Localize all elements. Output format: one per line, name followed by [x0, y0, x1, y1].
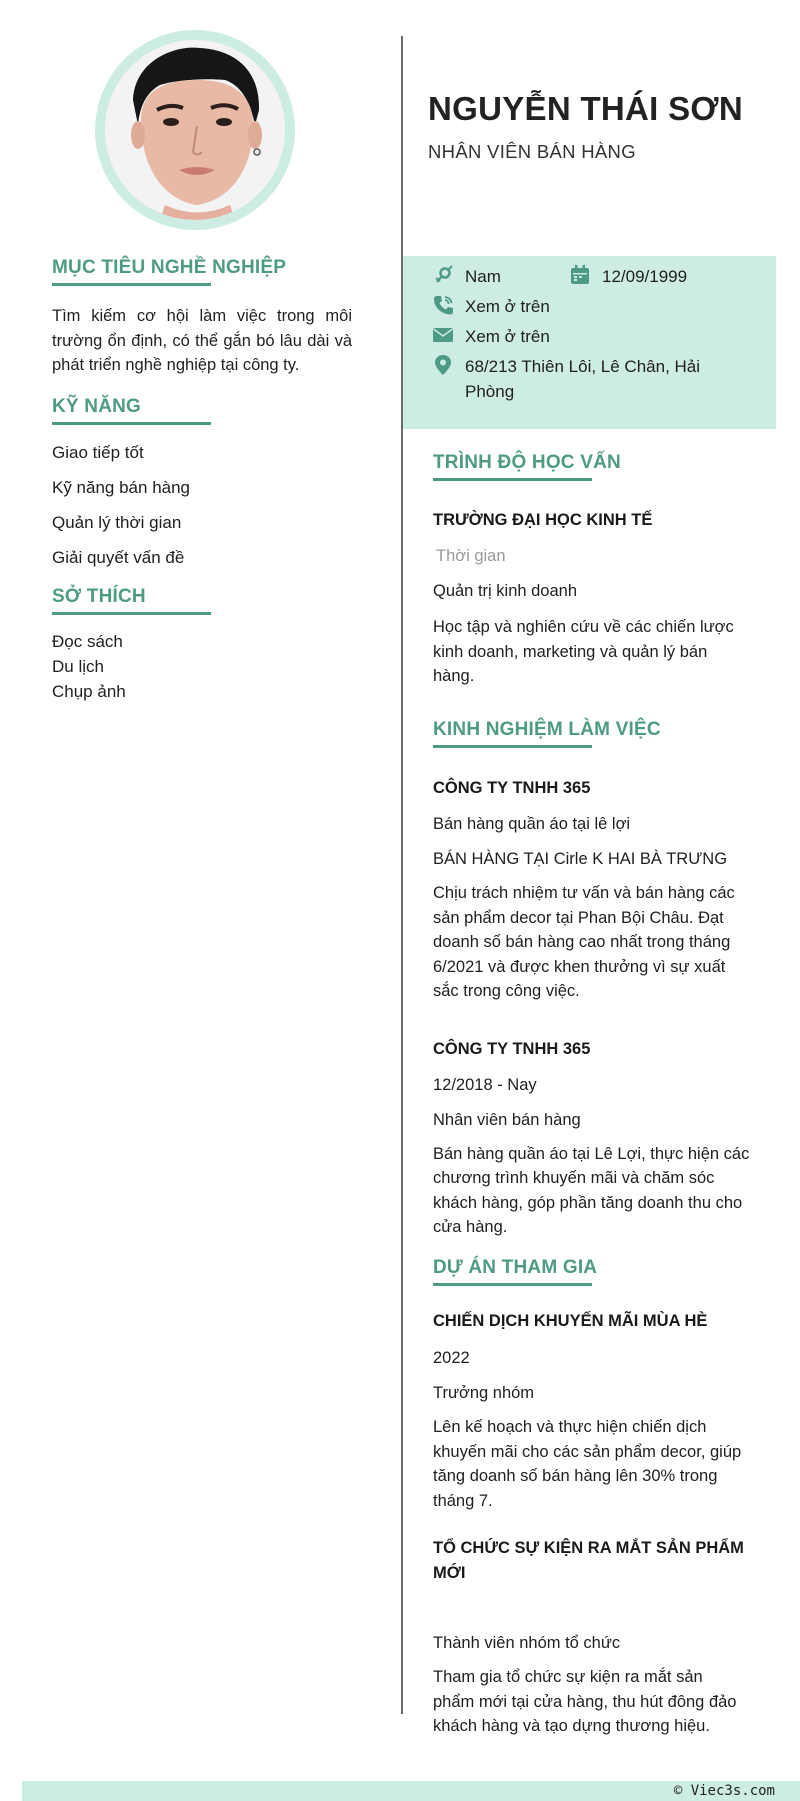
experience-line: BÁN HÀNG TẠI Cirle K HAI BÀ TRƯNG	[433, 850, 728, 868]
education-section	[433, 452, 763, 689]
calendar-icon	[570, 265, 590, 285]
skill-item: Giải quyết vấn đề	[52, 548, 185, 567]
address-line: 68/213 Thiên Lôi, Lê Chân, Hải	[465, 357, 701, 376]
project-desc-line: tăng doanh số bán hàng lên 30% trong	[433, 1467, 718, 1485]
gender-value: Nam	[465, 267, 501, 286]
objective-line: phát triển nghề nghiệp tại công ty.	[52, 356, 300, 374]
education-school: TRƯỜNG ĐẠI HỌC KINH TẾ	[433, 511, 653, 529]
project-desc-line: phẩm mới tại cửa hàng, thu hút đông đảo	[433, 1692, 737, 1711]
experience-desc-line: sản phẩm decor tại Phan Bội Châu. Đạt	[433, 908, 724, 927]
experience-line: 12/2018 - Nay	[433, 1075, 537, 1094]
hobby-item: Du lịch	[52, 657, 104, 676]
experience-line: Bán hàng quần áo tại lê lợi	[433, 815, 631, 833]
skill-item: Giao tiếp tốt	[52, 443, 144, 462]
experience-desc-line: khách hàng, góp phần tăng doanh thu cho	[433, 1193, 743, 1212]
avatar-ring	[95, 30, 295, 230]
experience-desc-line: cửa hàng.	[433, 1218, 508, 1236]
project-name: MỚI	[433, 1564, 466, 1582]
project-name: TỔ CHỨC SỰ KIỆN RA MẮT SẢN PHẨM	[433, 1539, 744, 1557]
skills-title: KỸ NĂNG	[52, 396, 352, 423]
experience-section	[433, 719, 763, 1240]
portrait-photo	[105, 40, 285, 220]
skills-section	[52, 396, 352, 583]
objective-section	[52, 257, 352, 378]
experience-desc-line: sắc trong công việc.	[433, 982, 580, 1000]
project-desc-line: khuyến mãi cho các sản phẩm decor, giúp	[433, 1442, 742, 1461]
project-desc-line: khách hàng và tạo dựng thương hiệu.	[433, 1717, 710, 1735]
objective-title: MỤC TIÊU NGHỀ NGHIỆP	[52, 257, 352, 284]
experience-desc-line: chương trình khuyến mãi và chăm sóc	[433, 1169, 715, 1187]
phone-value: Xem ở trên	[465, 297, 550, 316]
education-title: TRÌNH ĐỘ HỌC VẤN	[433, 452, 763, 479]
project-role: Thành viên nhóm tổ chức	[433, 1634, 621, 1652]
location-icon	[433, 355, 453, 375]
experience-entry	[433, 1037, 763, 1240]
email-value: Xem ở trên	[465, 327, 550, 346]
contact-box	[403, 256, 776, 429]
experience-company: CÔNG TY TNHH 365	[433, 1039, 591, 1058]
phone-icon	[433, 295, 453, 315]
experience-title: KINH NGHIỆM LÀM VIỆC	[433, 719, 763, 746]
project-desc-line: tháng 7.	[433, 1491, 493, 1510]
footer-bar	[22, 1781, 800, 1801]
education-time: Thời gian	[436, 547, 506, 565]
experience-company: CÔNG TY TNHH 365	[433, 779, 591, 797]
experience-entry	[433, 776, 763, 1004]
email-icon	[433, 325, 453, 345]
experience-line: Nhân viên bán hàng	[433, 1110, 581, 1129]
project-desc-line: Tham gia tổ chức sự kiện ra mắt sản	[433, 1668, 703, 1686]
experience-desc-line: Bán hàng quần áo tại Lê Lợi, thực hiện các	[433, 1144, 750, 1163]
candidate-name: NGUYỄN THÁI SƠN	[428, 90, 744, 127]
education-desc-line: kinh doanh, marketing và quản lý bán	[433, 642, 708, 661]
objective-line: trường ổn định, có thể gắn bó lâu dài và	[52, 331, 352, 350]
education-major: Quản trị kinh doanh	[433, 582, 578, 600]
address-line: Phòng	[465, 382, 515, 401]
project-year: 2022	[433, 1349, 470, 1367]
experience-desc-line: 6/2021 và được khen thưởng vì sự xuất	[433, 957, 726, 976]
project-name: CHIẾN DỊCH KHUYẾN MÃI MÙA HÈ	[433, 1312, 708, 1330]
projects-section	[433, 1257, 763, 1739]
project-role: Trưởng nhóm	[433, 1384, 535, 1402]
experience-desc-line: Chịu trách nhiệm tư vấn và bán hàng các	[433, 884, 735, 902]
project-entry	[433, 1309, 763, 1513]
education-desc-line: Học tập và nghiên cứu về các chiến lược	[433, 618, 734, 636]
candidate-job-title: NHÂN VIÊN BÁN HÀNG	[428, 141, 636, 162]
avatar	[105, 40, 285, 220]
gender-icon	[433, 265, 453, 285]
objective-line: Tìm kiếm cơ hội làm việc trong môi	[52, 307, 352, 325]
skill-item: Quản lý thời gian	[52, 513, 182, 532]
hobbies-section	[52, 586, 352, 704]
skill-item: Kỹ năng bán hàng	[52, 478, 191, 497]
hobby-item: Chụp ảnh	[52, 682, 126, 701]
project-desc-line: Lên kế hoạch và thực hiện chiến dịch	[433, 1418, 707, 1436]
experience-desc-line: doanh số bán hàng cao nhất trong tháng	[433, 933, 731, 951]
birthday-value: 12/09/1999	[602, 267, 688, 286]
projects-title: DỰ ÁN THAM GIA	[433, 1257, 763, 1284]
footer-watermark: © Viec3s.com	[673, 1783, 775, 1799]
hobby-item: Đọc sách	[52, 632, 123, 651]
hobbies-title: SỞ THÍCH	[52, 586, 352, 613]
project-entry	[433, 1536, 763, 1739]
education-desc-line: hàng.	[433, 667, 475, 685]
